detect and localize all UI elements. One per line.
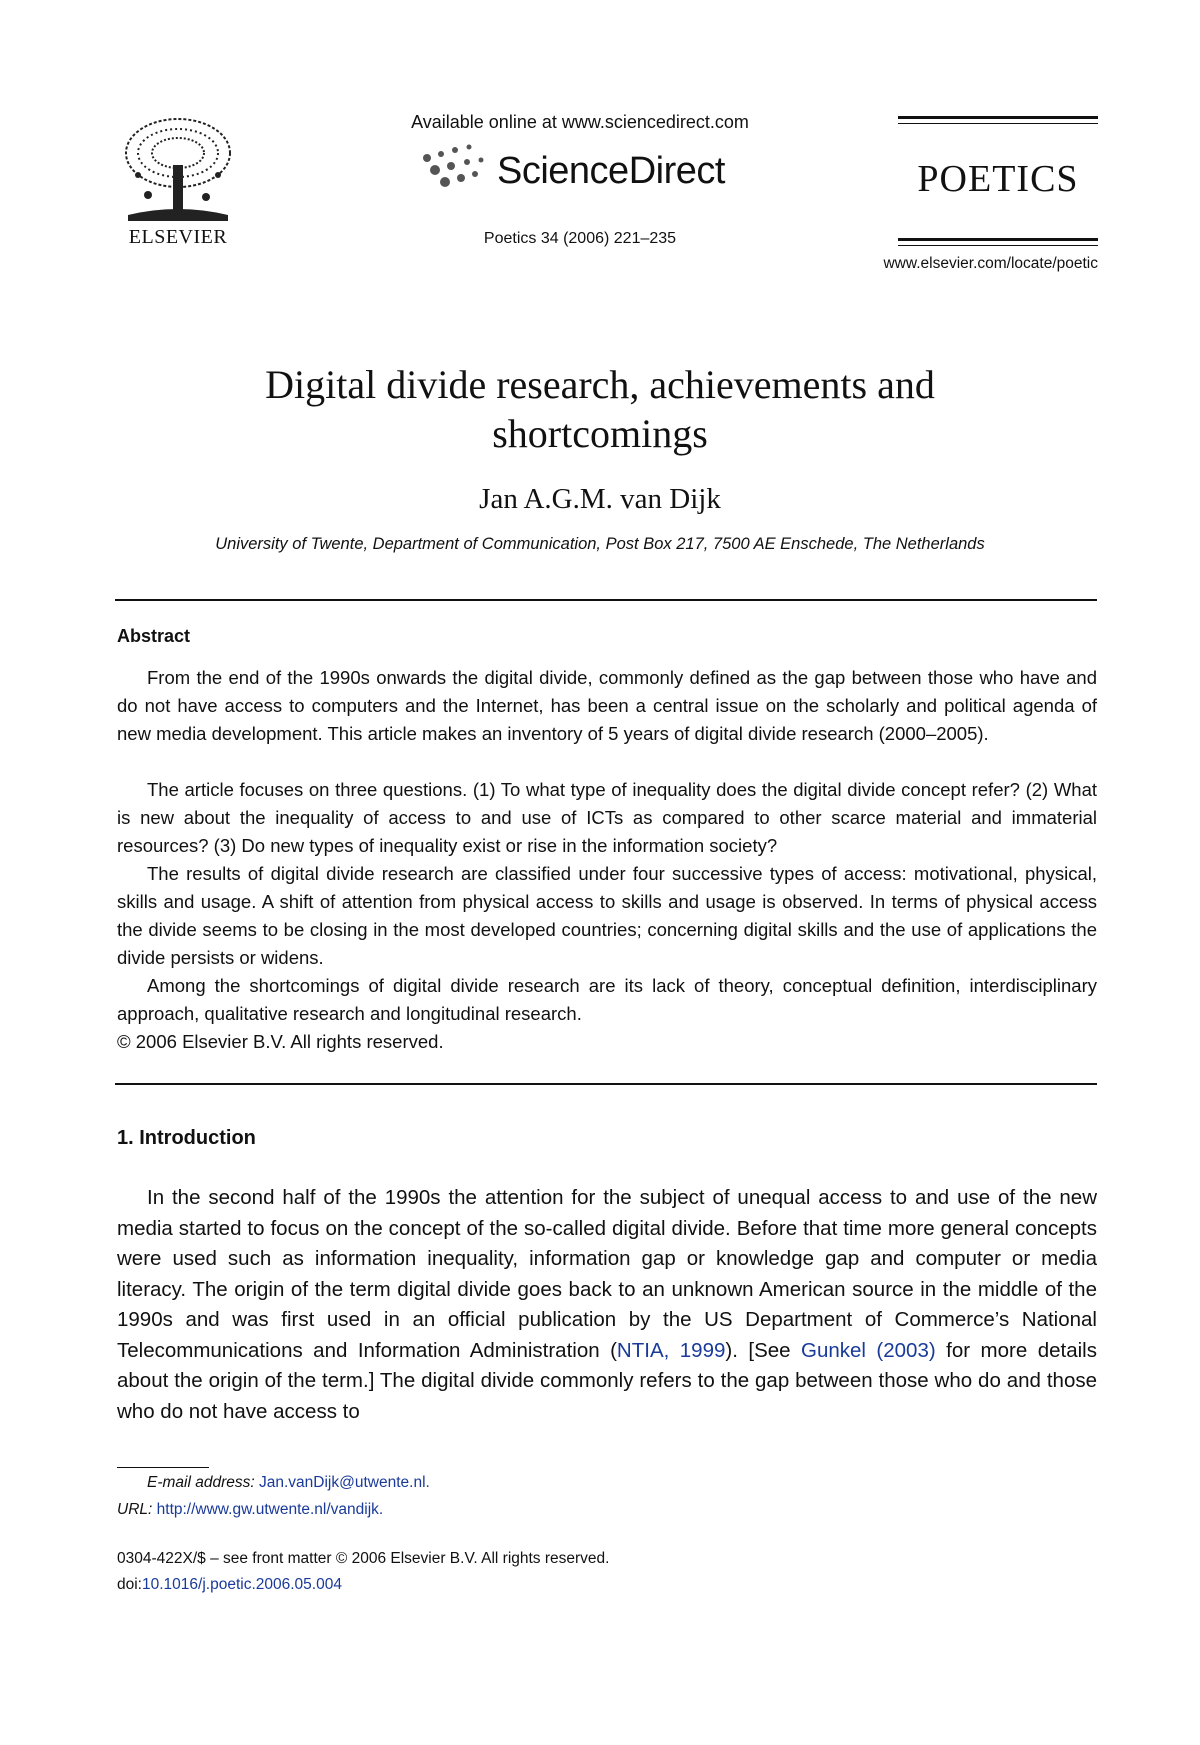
abstract-copyright: © 2006 Elsevier B.V. All rights reserved. xyxy=(117,1031,444,1052)
section-heading-introduction: 1. Introduction xyxy=(117,1127,256,1149)
doi-link[interactable]: 10.1016/j.poetic.2006.05.004 xyxy=(142,1576,342,1593)
reference-link-gunkel[interactable]: Gunkel (2003) xyxy=(801,1338,936,1362)
journal-name: POETICS xyxy=(917,158,1079,200)
intro-text-c: for more details about the origin of the term.] The digital divide commonly refers to the gap between those who do and those who do not have access to xyxy=(117,1338,1097,1423)
article-title xyxy=(120,360,1080,458)
sciencedirect-dots-icon xyxy=(415,140,505,200)
journal-rule-top-thin xyxy=(898,123,1098,124)
journal-url-link[interactable]: www.elsevier.com/locate/poetic xyxy=(883,255,1098,272)
footnote-url xyxy=(117,1501,383,1519)
journal-rule-top xyxy=(898,116,1098,119)
email-label: E-mail address: xyxy=(147,1474,255,1491)
abstract-paragraph-4: Among the shortcomings of digital divide research are its lack of theory, conceptual definition, interdisciplinary approach, qualitative research and longitudinal research. xyxy=(117,975,1097,1024)
intro-text-a: In the second half of the 1990s the attention for the subject of unequal access to and use of the new media started to focus on the concept of the so-called digital divide. Before that time more general concepts were used such as information inequality, information gap or knowledge gap and computer or media literacy. The origin of the term digital divide goes back to an unknown American source in the middle of the 1990s and was first used in an official publication by the US Department of Commerce’s National Telecommunications and Information Administration ( xyxy=(117,1186,1097,1362)
sciencedirect-logo-text: ScienceDirect xyxy=(497,150,725,192)
abstract-paragraph-3: The results of digital divide research are classified under four successive types of access: motivational, physical, skills and usage. A shift of attention from physical access to skills and usage is observed. In terms of physical access the divide seems to be closing in the most developed countries; concerning digital skills and the use of applications the divide persists or widens. xyxy=(117,863,1097,968)
email-link[interactable]: Jan.vanDijk@utwente.nl. xyxy=(259,1474,430,1491)
url-label: URL: xyxy=(117,1501,153,1518)
title-line-1: Digital divide research, achievements and xyxy=(265,362,935,407)
footnote-rule xyxy=(117,1467,209,1468)
intro-text-b: ). [See xyxy=(725,1338,802,1362)
abstract-paragraph-1: From the end of the 1990s onwards the digital divide, commonly defined as the gap between those who have and do not have access to computers and the Internet, has been a central issue on the scholarly and political agenda of new media development. This article makes an inventory of 5 years of digital divide research (2000–2005). xyxy=(117,667,1097,744)
homepage-link[interactable]: http://www.gw.utwente.nl/vandijk. xyxy=(156,1501,384,1518)
title-line-2: shortcomings xyxy=(492,411,708,456)
doi-label: doi: xyxy=(117,1576,142,1593)
issn-line: 0304-422X/$ – see front matter © 2006 Elsevier B.V. All rights reserved. xyxy=(117,1550,610,1567)
introduction-paragraph xyxy=(117,1183,1097,1427)
abstract-bottom-rule xyxy=(115,1083,1097,1085)
doi-line xyxy=(117,1576,342,1594)
reference-link-ntia[interactable]: NTIA, 1999 xyxy=(616,1338,726,1362)
abstract-paragraph-2: The article focuses on three questions. (1) To what type of inequality does the digital divide concept refer? (2) What is new about the inequality of access to and use of ICTs as compared to other scarce material and immaterial resources? (3) Do new types of inequality exist or rise in the information society? xyxy=(117,779,1097,856)
journal-rule-bottom-thin xyxy=(898,245,1098,246)
footnote-email xyxy=(147,1474,430,1492)
abstract-top-rule xyxy=(115,599,1097,601)
author-affiliation: University of Twente, Department of Communication, Post Box 217, 7500 AE Enschede, The Netherlands xyxy=(215,535,985,553)
author-name: Jan A.G.M. van Dijk xyxy=(479,483,721,515)
journal-citation: Poetics 34 (2006) 221–235 xyxy=(483,230,677,247)
abstract-heading: Abstract xyxy=(117,626,191,646)
journal-rule-bottom xyxy=(898,238,1098,241)
elsevier-logo-text: ELSEVIER xyxy=(128,226,228,248)
available-online-text: Available online at www.sciencedirect.com xyxy=(411,112,749,132)
